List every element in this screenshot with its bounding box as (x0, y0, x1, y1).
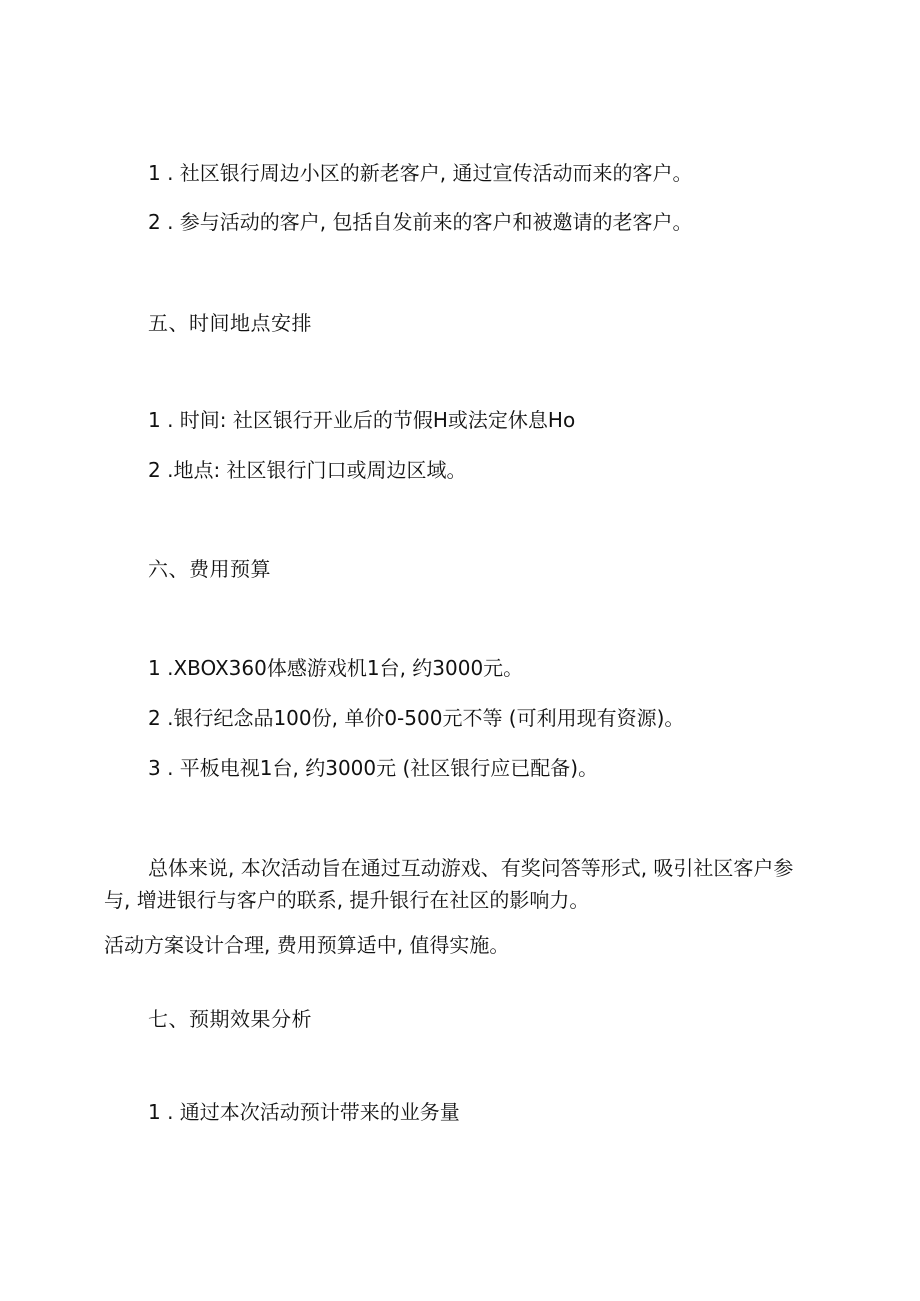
list-item-customers-1: 1 . 社区银行周边小区的新老客户, 通过宣传活动而来的客户。 (148, 161, 693, 185)
list-item-effect-1: 1 . 通过本次活动预计带来的业务量 (148, 1100, 460, 1124)
list-item-budget-3: 3 . 平板电视1台, 约3000元 (社区银行应已配备)。 (148, 756, 599, 780)
list-item-budget-2: 2 .银行纪念品100份, 单价0-500元不等 (可利用现有资源)。 (148, 706, 685, 730)
list-item-budget-1: 1 .XBOX360体感游戏机1台, 约3000元。 (148, 656, 524, 680)
list-item-place: 2 .地点: 社区银行门口或周边区域。 (148, 458, 467, 482)
section-heading-expected-effect: 七、预期效果分析 (148, 1007, 312, 1031)
summary-conclusion: 活动方案设计合理, 费用预算适中, 值得实施。 (104, 933, 510, 957)
section-heading-time-place: 五、时间地点安排 (148, 311, 312, 335)
list-item-customers-2: 2 . 参与活动的客户, 包括自发前来的客户和被邀请的老客户。 (148, 210, 693, 234)
list-item-time: 1 . 时间: 社区银行开业后的节假H或法定休息Ho (148, 408, 576, 432)
summary-paragraph: 总体来说, 本次活动旨在通过互动游戏、有奖问答等形式, 吸引社区客户参与, 增进银行与客户的联系, 提升银行在社区的影响力。 (104, 856, 794, 912)
section-heading-budget: 六、费用预算 (148, 557, 271, 581)
